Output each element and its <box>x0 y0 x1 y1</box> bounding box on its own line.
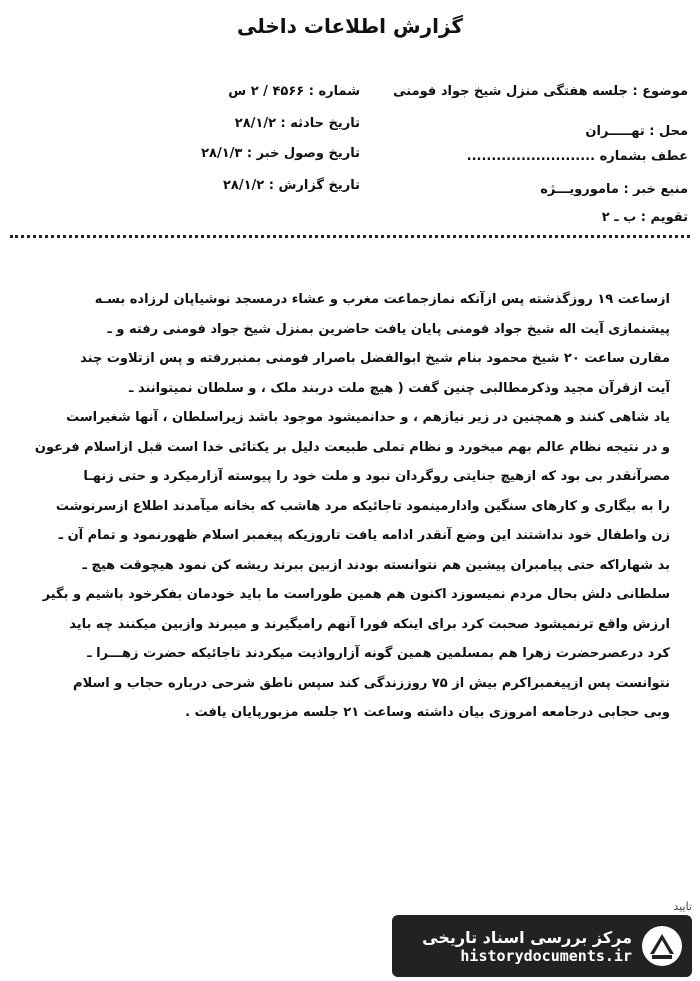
body-line: را به بیگاری و کارهای سنگین وادارمینمود تاجائیکه مرد هاشب که بخانه میآمدند اطلاع ازسرنوشت <box>55 498 670 514</box>
source-line: منبع خبر : مامورویـــژه <box>540 182 688 197</box>
body-line: آیت ازقرآن مجید وذکرمطالبی چنین گفت ( هیچ ملت دربند ملک ، و سلطان نمیتوانند ـ <box>129 380 670 396</box>
document-number: شماره : ۴۵۶۶ / ۲ س <box>228 84 360 99</box>
evaluation-line: تقویم : ب ـ ۲ <box>601 210 688 225</box>
document-title: گزارش اطلاعات داخلی <box>236 14 464 38</box>
watermark-site: historydocuments.ir <box>460 946 632 965</box>
body-line: زن واطفال خود نداشتند این وضع آنقدر ادامه یافت تاروزیکه پیغمبر اسلام ظهورنمود و تمام آن ـ <box>58 528 670 543</box>
report-body <box>30 285 670 728</box>
incident-date: تاریخ حادثه : ۲۸/۱/۲ <box>234 116 360 131</box>
body-line: سلطانی دلش بحال مردم نمیسوزد اکنون هم همین طوراست ما باید خودمان بفکرخود باشیم و بگیر <box>42 587 670 602</box>
body-line: پیشنمازی آیت اله شیخ جواد فومنی پایان یافت حاضرین بمنزل شیخ جواد فومنی رفته و ـ <box>107 321 670 337</box>
reference-number: عطف بشماره .......................... <box>466 149 688 164</box>
body-line: مصرآنقدر بی بود که ازهیچ جنایتی روگردان نبود و ملت خود را پیوسته آزارمیکرد و حتی زنهـا <box>83 469 670 484</box>
watermark <box>392 915 692 977</box>
body-line: یاد شاهی کنند و همچنین در زیر نیازهم ، و حدانمیشود موجود باشد زیراسلطان ، آنها شغیراست <box>66 410 670 425</box>
body-line: وبی حجابی درجامعه امروزی بیان داشته وساعت ۲۱ جلسه مزبورپایان یافت . <box>185 705 670 720</box>
watermark-org-name: مرکز بررسی اسناد تاریخی <box>422 927 632 947</box>
subject-line: موضوع : جلسه هفتگی منزل شیخ جواد فومنی <box>393 84 688 99</box>
body-line: ازساعت ۱۹ روزگذشته پس ازآنکه نمازجماعت مغرب و عشاء درمسجد نوشیاپان لرزاده بسـه <box>94 292 670 307</box>
body-line: کرد درعصرحضرت زهرا هم بمسلمین همین گونه آزارواذیت میکردند تاجائیکه حضرت زهـــرا ـ <box>87 646 670 661</box>
body-line: بد شهاراکه حتی پیامبران پیشین هم نتوانسته بودند ازبین ببرند ریشه کن نمود هیچوقت هیچ ـ <box>82 557 670 573</box>
body-line: و در نتیجه نظام عالم بهم میخورد و نظام تملی طبیعت دلیل بر یکتائی خدا است قبل ازاسلام فرعون <box>34 439 670 455</box>
separator-line <box>10 235 690 238</box>
fold-label: تایید <box>673 900 692 913</box>
report-date: تاریخ گزارش : ۲۸/۱/۲ <box>222 178 360 193</box>
body-line: نتوانست پس ازپیغمبراکرم بیش از ۷۵ روززندگی کند سپس ناطق شرحی درباره حجاب و اسلام <box>73 675 670 691</box>
body-line: مقارن ساعت ۲۰ شیخ محمود بنام شیخ ابوالفضل باصرار فومنی بمنبررفته و پس ازتلاوت چند <box>80 351 670 366</box>
location-line: محل : تهـــــران <box>585 124 688 139</box>
archive-logo-icon <box>640 924 684 968</box>
body-line: ارزش واقع ترنمیشود صحبت کرد برای اینکه فورا آنهم رامیگیرند و میبرند وازبین میکنند چه باید <box>69 616 670 632</box>
news-received-date: تاریخ وصول خبر : ۲۸/۱/۳ <box>201 146 360 161</box>
